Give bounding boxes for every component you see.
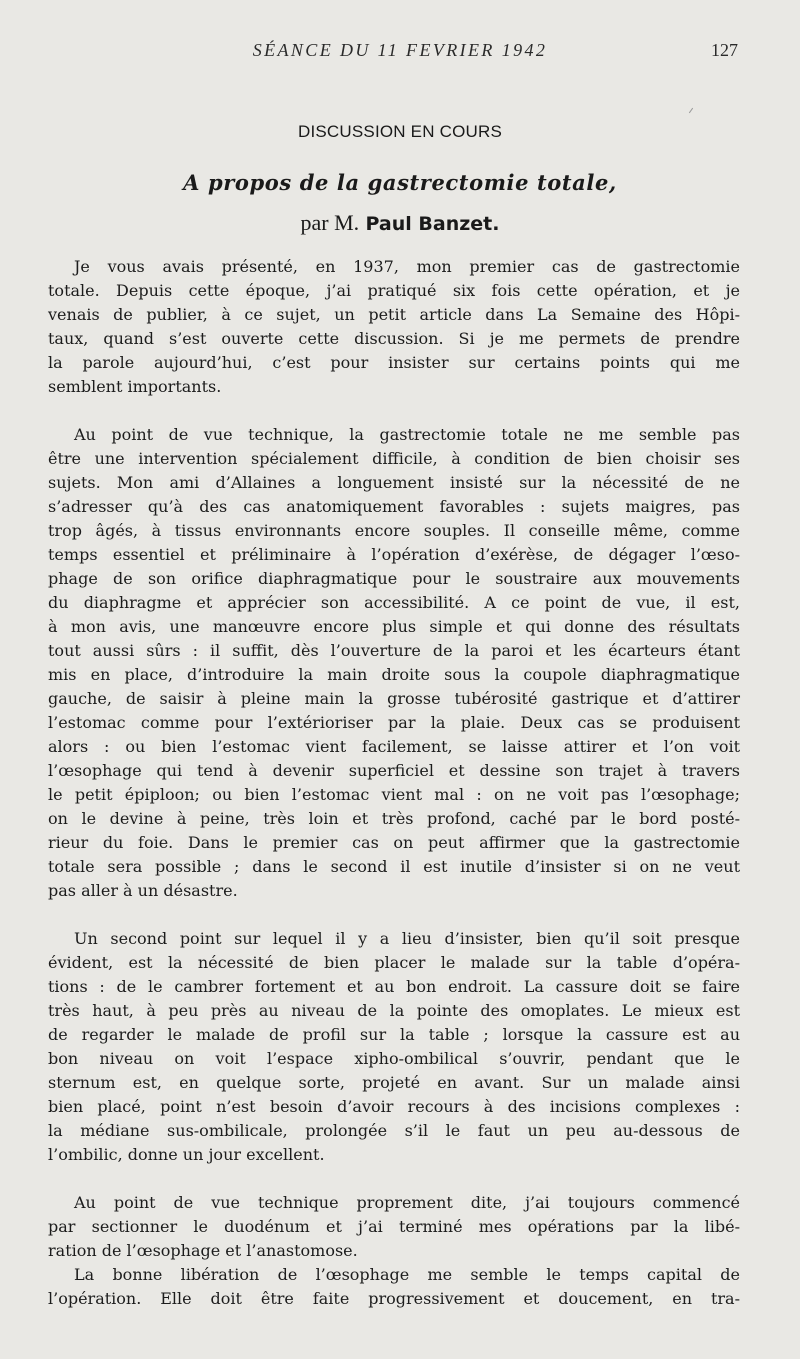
text-line: s’adresser qu’à des cas anatomiquement favorables : sujets maigres, pas xyxy=(48,497,740,516)
paragraph-gap xyxy=(48,399,740,423)
text-line: on le devine à peine, très loin et très profond, caché par le bord posté- xyxy=(48,809,740,828)
text-line: Je vous avais présenté, en 1937, mon premier cas de gastrectomie xyxy=(74,257,740,276)
running-head xyxy=(0,40,800,64)
text-line: trop âgés, à tissus environnants encore souples. Il conseille même, comme xyxy=(48,521,740,540)
byline xyxy=(0,210,800,236)
text-line: être une intervention spécialement difficile, à condition de bien choisir ses xyxy=(48,449,740,468)
text-line: évident, est la nécessité de bien placer le malade sur la table d’opéra- xyxy=(48,953,740,972)
page-number: 127 xyxy=(711,40,738,60)
text-line: la parole aujourd’hui, c’est pour insister sur certains points qui me xyxy=(48,353,740,372)
text-line: gauche, de saisir à pleine main la grosse tubérosité gastrique et d’attirer xyxy=(48,689,740,708)
text-line: tions : de le cambrer fortement et au bon endroit. La cassure doit se faire xyxy=(48,977,740,996)
print-speck xyxy=(689,108,693,113)
text-line: l’œsophage qui tend à devenir superficiel et dessine son trajet à travers xyxy=(48,761,740,780)
text-line: alors : ou bien l’estomac vient facilement, se laisse attirer et l’on voit xyxy=(48,737,740,756)
text-line: semblent importants. xyxy=(48,377,222,396)
paragraph-4 xyxy=(48,1191,740,1263)
paragraph-gap xyxy=(48,903,740,927)
text-line: Un second point sur lequel il y a lieu d’insister, bien qu’il soit presque xyxy=(74,929,740,948)
text-line: tout aussi sûrs : il suffit, dès l’ouverture de la paroi et les écarteurs étant xyxy=(48,641,740,660)
text-line: phage de son orifice diaphragmatique pour le soustraire aux mouvements xyxy=(48,569,740,588)
text-line: de regarder le malade de profil sur la table ; lorsque la cassure est au xyxy=(48,1025,740,1044)
text-line: Au point de vue technique, la gastrectomie totale ne me semble pas xyxy=(74,425,740,444)
text-line: temps essentiel et préliminaire à l’opération d’exérèse, de dégager l’œso- xyxy=(48,545,740,564)
text-line: rieur du foie. Dans le premier cas on peut affirmer que la gastrectomie xyxy=(48,833,740,852)
paragraph-5 xyxy=(48,1263,740,1311)
text-line: l’ombilic, donne un jour excellent. xyxy=(48,1145,325,1164)
byline-prefix: par M. xyxy=(300,210,360,235)
text-line: sternum est, en quelque sorte, projeté en avant. Sur un malade ainsi xyxy=(48,1073,740,1092)
text-line: mis en place, d’introduire la main droite sous la coupole diaphragmatique xyxy=(48,665,740,684)
text-line: pas aller à un désastre. xyxy=(48,881,238,900)
text-line: très haut, à peu près au niveau de la pointe des omoplates. Le mieux est xyxy=(48,1001,740,1020)
text-line: Au point de vue technique proprement dite, j’ai toujours commencé xyxy=(74,1193,740,1212)
text-line: l’opération. Elle doit être faite progressivement et doucement, en tra- xyxy=(48,1289,740,1308)
text-line: sujets. Mon ami d’Allaines a longuement insisté sur la nécessité de ne xyxy=(48,473,740,492)
running-title: SÉANCE DU 11 FEVRIER 1942 xyxy=(252,40,548,60)
text-line: le petit épiploon; ou bien l’estomac vient mal : on ne voit pas l’œsophage; xyxy=(48,785,740,804)
text-line: du diaphragme et apprécier son accessibilité. A ce point de vue, il est, xyxy=(48,593,740,612)
paragraph-2 xyxy=(48,423,740,903)
text-line: La bonne libération de l’œsophage me semble le temps capital de xyxy=(74,1265,740,1284)
paragraph-3 xyxy=(48,927,740,1167)
text-line: bien placé, point n’est besoin d’avoir recours à des incisions complexes : xyxy=(48,1097,740,1116)
text-line: par sectionner le duodénum et j’ai terminé mes opérations par la libé- xyxy=(48,1217,740,1236)
article-title: A propos de la gastrectomie totale, xyxy=(183,170,617,195)
text-line: totale sera possible ; dans le second il est inutile d’insister si on ne veut xyxy=(48,857,740,876)
text-line: venais de publier, à ce sujet, un petit article dans La Semaine des Hôpi- xyxy=(48,305,740,324)
text-line: taux, quand s’est ouverte cette discussion. Si je me permets de prendre xyxy=(48,329,740,348)
text-line: totale. Depuis cette époque, j’ai pratiqué six fois cette opération, et je xyxy=(48,281,740,300)
section-heading: DISCUSSION EN COURS xyxy=(297,122,503,141)
article-body xyxy=(48,255,740,1311)
text-line: à mon avis, une manœuvre encore plus simple et qui donne des résultats xyxy=(48,617,740,636)
text-line: ration de l’œsophage et l’anastomose. xyxy=(48,1241,358,1260)
text-line: l’estomac comme pour l’extérioriser par la plaie. Deux cas se produisent xyxy=(48,713,740,732)
text-line: bon niveau on voit l’espace xipho-ombilical s’ouvrir, pendant que le xyxy=(48,1049,740,1068)
text-line: la médiane sus-ombilicale, prolongée s’il le faut un peu au-dessous de xyxy=(48,1121,740,1140)
paragraph-1 xyxy=(48,255,740,399)
author-name: Paul Banzet. xyxy=(365,213,500,235)
paragraph-gap xyxy=(48,1167,740,1191)
